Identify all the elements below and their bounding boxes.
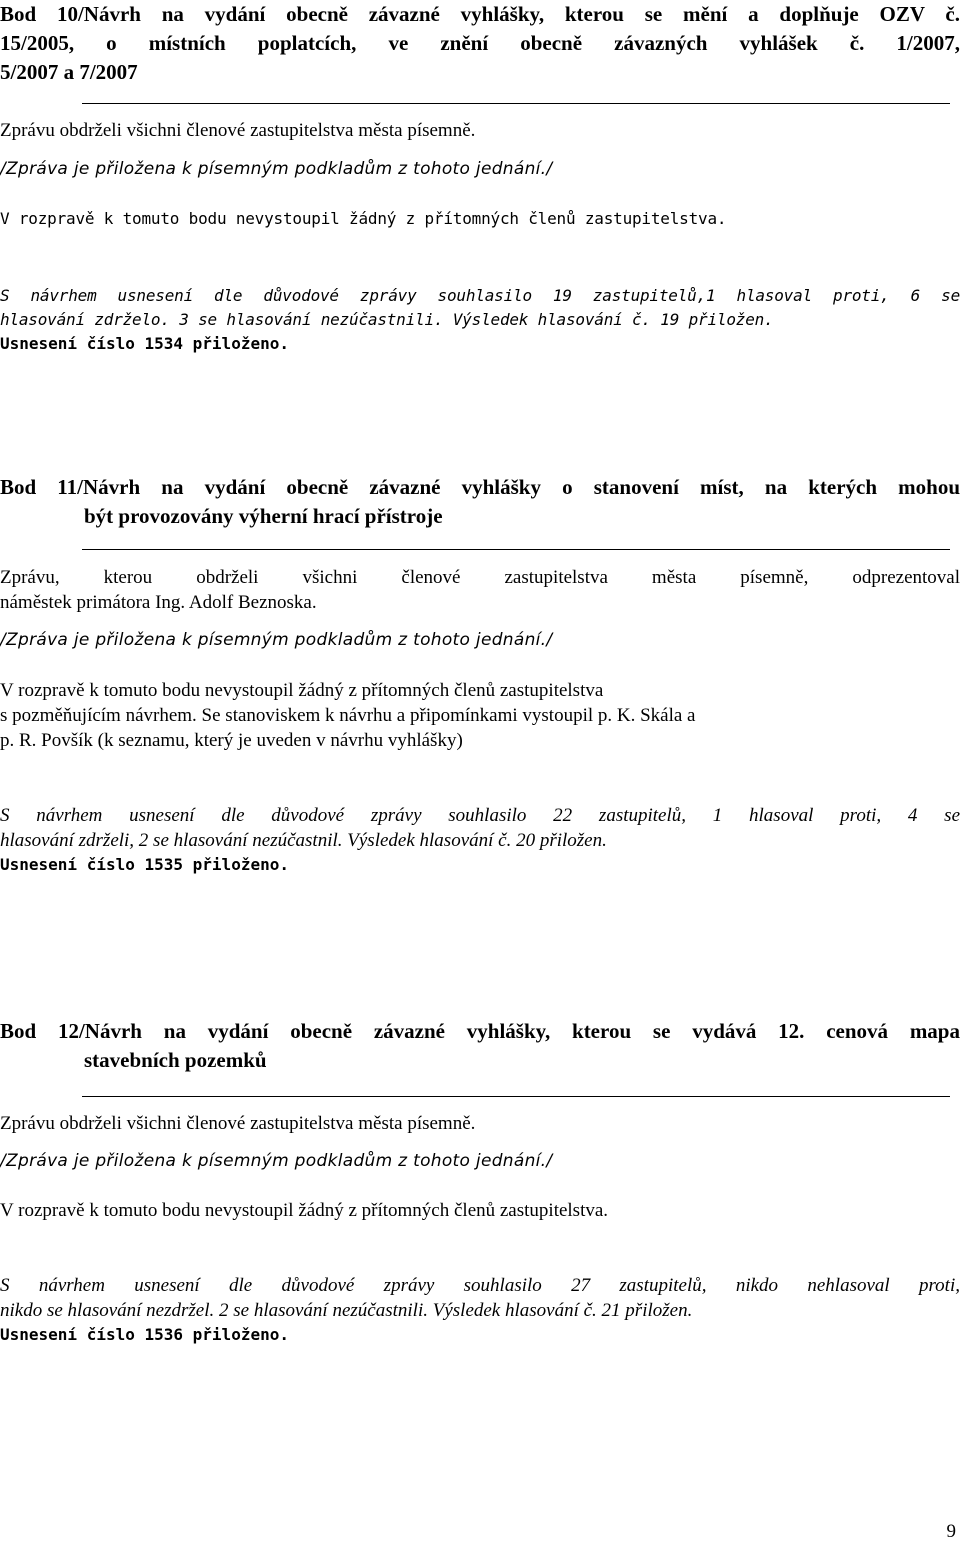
section-10-heading bbox=[0, 0, 960, 87]
section-10-attached: /Zpráva je přiložena k písemným podkladům z tohoto jednání./ bbox=[0, 159, 553, 179]
section-12-vote bbox=[0, 1273, 960, 1347]
section-11-heading-line1: Bod 11/Návrh na vydání obecně závazné vyhlášky o stanovení míst, na kterých mohou bbox=[0, 475, 960, 499]
section-11-received-line1: Zprávu, kterou obdrželi všichni členové zastupitelstva města písemně, odprezentoval bbox=[0, 567, 960, 588]
section-11-vote-line2: hlasování zdrželi, 2 se hlasování nezúčastnil. Výsledek hlasování č. 20 přiložen. bbox=[0, 830, 607, 851]
section-10-vote-line2: hlasování zdrželo. 3 se hlasování nezúčastnili. Výsledek hlasování č. 19 přiložen. bbox=[0, 310, 774, 329]
section-12-heading-line2: stavebních pozemků bbox=[84, 1048, 267, 1072]
section-10-heading-line3: 5/2007 a 7/2007 bbox=[0, 60, 138, 84]
section-12-heading-line1: Bod 12/Návrh na vydání obecně závazné vyhlášky, kterou se vydává 12. cenová mapa bbox=[0, 1019, 960, 1043]
section-10-debate: V rozpravě k tomuto bodu nevystoupil žádný z přítomných členů zastupitelstva. bbox=[0, 209, 727, 228]
page-number: 9 bbox=[946, 1521, 956, 1542]
section-11-resolution: Usnesení číslo 1535 přiloženo. bbox=[0, 855, 289, 874]
section-11-attached: /Zpráva je přiložena k písemným podkladům z tohoto jednání./ bbox=[0, 630, 553, 650]
section-12-resolution: Usnesení číslo 1536 přiloženo. bbox=[0, 1325, 289, 1344]
section-10-heading-line2: 15/2005, o místních poplatcích, ve znění obecně závazných vyhlášek č. 1/2007, bbox=[0, 31, 960, 55]
section-11-heading bbox=[0, 473, 960, 531]
section-12-vote-line1: S návrhem usnesení dle důvodové zprávy souhlasilo 27 zastupitelů, nikdo nehlasoval proti, bbox=[0, 1275, 960, 1296]
section-11-vote-line1: S návrhem usnesení dle důvodové zprávy souhlasilo 22 zastupitelů, 1 hlasoval proti, 4 se bbox=[0, 805, 960, 826]
section-11-debate-line2: s pozměňujícím návrhem. Se stanoviskem k návrhu a připomínkami vystoupil p. K. Skála a bbox=[0, 705, 696, 726]
section-10-vote-line1: S návrhem usnesení dle důvodové zprávy souhlasilo 19 zastupitelů,1 hlasoval proti, 6 se bbox=[0, 286, 960, 305]
section-11-divider bbox=[82, 549, 950, 550]
section-10-heading-line1: Bod 10/Návrh na vydání obecně závazné vyhlášky, kterou se mění a doplňuje OZV č. bbox=[0, 2, 960, 26]
section-12-debate: V rozpravě k tomuto bodu nevystoupil žádný z přítomných členů zastupitelstva. bbox=[0, 1200, 609, 1221]
section-10-divider bbox=[82, 103, 950, 104]
section-12-divider bbox=[82, 1096, 950, 1097]
section-12-attached: /Zpráva je přiložena k písemným podkladům z tohoto jednání./ bbox=[0, 1151, 553, 1171]
section-12-received: Zprávu obdrželi všichni členové zastupitelstva města písemně. bbox=[0, 1113, 476, 1134]
section-10-resolution: Usnesení číslo 1534 přiloženo. bbox=[0, 334, 289, 353]
section-12-heading bbox=[0, 1017, 960, 1075]
section-11-debate bbox=[0, 678, 960, 753]
section-12-vote-line2: nikdo se hlasování nezdržel. 2 se hlasování nezúčastnili. Výsledek hlasování č. 21 přiložen. bbox=[0, 1300, 693, 1321]
section-10-received: Zprávu obdrželi všichni členové zastupitelstva města písemně. bbox=[0, 120, 476, 141]
section-10-vote bbox=[0, 284, 960, 356]
section-11-debate-line1: V rozpravě k tomuto bodu nevystoupil žádný z přítomných členů zastupitelstva bbox=[0, 680, 604, 701]
section-11-heading-line2: být provozovány výherní hrací přístroje bbox=[84, 504, 443, 528]
section-11-received-line2: náměstek primátora Ing. Adolf Beznoska. bbox=[0, 592, 317, 613]
section-11-received bbox=[0, 565, 960, 615]
section-11-debate-line3: p. R. Povšík (k seznamu, který je uveden v návrhu vyhlášky) bbox=[0, 730, 463, 751]
section-11-vote bbox=[0, 803, 960, 877]
